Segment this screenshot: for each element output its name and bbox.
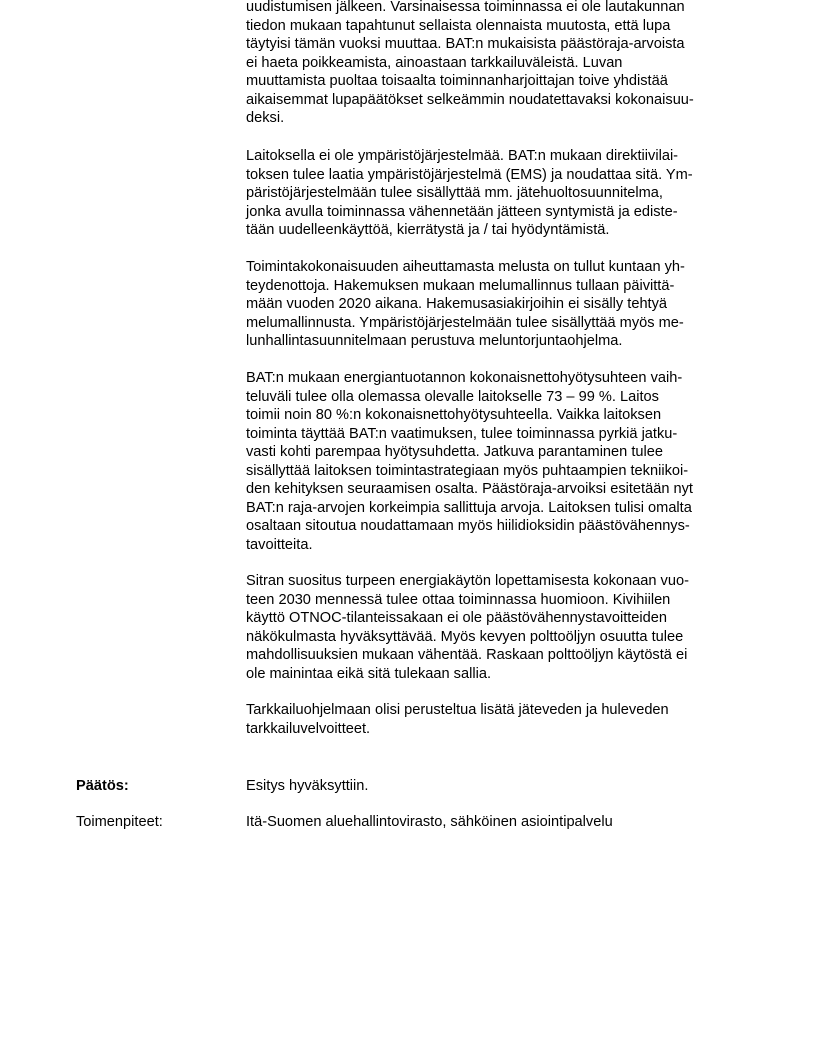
text-line: jonka avulla toiminnassa vähennetään jätteen syntymistä ja ediste-: [246, 203, 678, 220]
paragraph-monitoring: [246, 701, 746, 738]
text-line: toiminta täyttää BAT:n vaatimuksen, tulee toiminnassa pyrkiä jatku-: [246, 425, 678, 442]
text-line: osaltaan sitoutua noudattamaan myös hiilidioksidin päästövähennys-: [246, 518, 690, 534]
text-line: toksen tulee laatia ympäristöjärjestelmä (EMS) ja noudattaa sitä. Ym-: [246, 166, 693, 183]
decision-value: Esitys hyväksyttiin.: [246, 778, 369, 794]
text-line: tarkkailuvelvoitteet.: [246, 720, 371, 737]
decision-label: Päätös:: [76, 778, 129, 794]
text-line: teluväli tulee olla olemassa olevalle laitokselle 73 – 99 %. Laitos: [246, 388, 659, 405]
text-line: Toimintakokonaisuuden aiheuttamasta melusta on tullut kuntaan yh-: [246, 259, 685, 275]
text-line: melumallinnusta. Ympäristöjärjestelmään tulee sisällyttää myös me-: [246, 314, 684, 331]
text-line: tavoitteita.: [246, 536, 313, 553]
text-line: muuttamista puoltaa toisaalta toiminnanharjoittajan toive yhdistää: [246, 73, 668, 89]
text-line: vasti kohti parempaa hyötysuhdetta. Jatkuva parantaminen tulee: [246, 444, 663, 460]
text-line: näkökulmasta hyväksyttävää. Myös kevyen polttoöljyn osuutta tulee: [246, 628, 684, 645]
text-line: mahdollisuuksien mukaan vähentää. Raskaan polttoöljyn käytöstä ei: [246, 647, 688, 663]
text-line: Laitoksella ei ole ympäristöjärjestelmää. BAT:n mukaan direktiivilai-: [246, 148, 679, 164]
text-line: tiedon mukaan tapahtunut sellaista olennaista muutosta, että lupa: [246, 17, 671, 34]
text-line: teydenottoja. Hakemuksen mukaan melumallinnus tullaan päivittä-: [246, 277, 675, 294]
paragraph-fuel: [246, 572, 746, 683]
text-line: Sitran suositus turpeen energiakäytön lopettamisesta kokonaan vuo-: [246, 573, 689, 589]
paragraph-continuation: [246, 0, 746, 128]
text-line: BAT:n raja-arvojen korkeimpia sallittuja arvoja. Laitoksen tulisi omalta: [246, 499, 692, 516]
text-line: sisällyttää laitoksen toimintastrategiaan myös puhtaampien tekniikoi-: [246, 462, 689, 479]
paragraph-efficiency: [246, 369, 746, 554]
text-line: täytyisi tämän vuoksi muuttaa. BAT:n mukaisista päästöraja-arvoista: [246, 36, 685, 52]
text-line: käyttö OTNOC-tilanteissakaan ei ole päästövähennystavoitteiden: [246, 610, 668, 626]
text-line: aikaisemmat lupapäätökset selkeämmin noudatettavaksi kokonaisuu-: [246, 91, 694, 108]
text-line: tään uudelleenkäyttöä, kierrätystä ja / tai hyödyntämistä.: [246, 222, 610, 238]
text-line: päristöjärjestelmään tulee sisällyttää mm. jätehuoltosuunnitelma,: [246, 185, 663, 201]
text-line: den kehityksen seuraamisen osalta. Päästöraja-arvoiksi esitetään nyt: [246, 481, 693, 497]
actions-label: Toimenpiteet:: [76, 814, 163, 830]
text-line: ole mainintaa eikä sitä tulekaan sallia.: [246, 665, 491, 682]
text-line: uudistumisen jälkeen. Varsinaisessa toiminnassa ei ole lautakunnan: [246, 0, 685, 15]
text-line: deksi.: [246, 110, 285, 126]
text-line: BAT:n mukaan energiantuotannon kokonaisnettohyötysuhteen vaih-: [246, 370, 683, 386]
text-line: teen 2030 mennessä tulee ottaa toiminnassa huomioon. Kivihiilen: [246, 591, 671, 608]
text-line: mään vuoden 2020 aikana. Hakemusasiakirjoihin ei sisälly tehtyä: [246, 296, 668, 312]
text-line: toimii noin 80 %:n kokonaisnettohyötysuhteella. Vaikka laitoksen: [246, 407, 662, 423]
actions-value: Itä-Suomen aluehallintovirasto, sähköinen asiointipalvelu: [246, 814, 613, 830]
paragraph-noise: [246, 258, 746, 351]
text-line: lunhallintasuunnitelmaan perustuva meluntorjuntaohjelma.: [246, 333, 623, 349]
text-line: ei haeta poikkeamista, ainoastaan tarkkailuväleistä. Luvan: [246, 54, 623, 71]
paragraph-environment-system: [246, 147, 746, 240]
text-line: Tarkkailuohjelmaan olisi perusteltua lisätä jäteveden ja huleveden: [246, 702, 669, 718]
